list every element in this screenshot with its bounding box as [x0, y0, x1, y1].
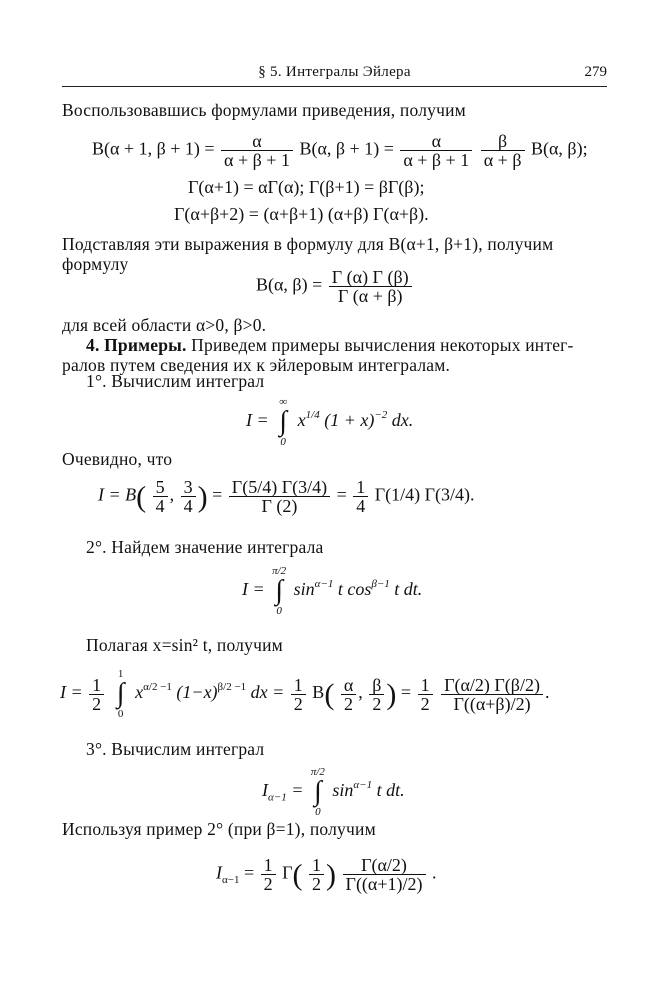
- paragraph-obviously: Очевидно, что: [62, 449, 173, 469]
- example-1-title: 1°. Вычислим интеграл: [86, 371, 265, 391]
- paragraph-substitute-line1: Подставляя эти выражения в формулу для B(α+1, β+1), получим: [62, 234, 554, 254]
- page-number: 279: [584, 64, 607, 80]
- integral-sign: ∞ ∫ 0: [279, 396, 288, 448]
- eq1-mid: B(α, β + 1) =: [299, 138, 394, 159]
- section-title: § 5. Интегралы Эйлера: [258, 64, 411, 80]
- equation-gamma-sum: Γ(α+β+2) = (α+β+1) (α+β) Γ(α+β).: [174, 204, 429, 224]
- header-rule: [62, 86, 607, 87]
- equation-example-2-result: I = $\frac{1}{2}$ 1 ∫ 0 $x^{\alpha/2 -1}$ $(1-x)^{\beta/2 -1}$ dx = $\frac{1}{2}$ B( $\frac{\alpha}{2}$ , $\frac{\beta}{2}$ ) = $\frac{1}{2}$ $\frac{\Gamma(\alpha/2) \Gamma(\beta/2)}{\Gamma((\alpha+\beta)/2)}$ .: [60, 668, 550, 720]
- paragraph-examples-line2: ралов путем сведения их к эйлеровым интегралам.: [62, 355, 451, 375]
- paragraph-examples-line1: 4. Примеры. Приведем примеры вычисления некоторых интег-: [86, 335, 574, 355]
- examples-heading: 4. Примеры.: [86, 335, 187, 355]
- equation-beta-gamma: [256, 268, 414, 305]
- eq1-rhs: B(α, β);: [531, 138, 588, 159]
- eq4-lhs: B(α, β) =: [256, 274, 323, 295]
- paragraph-substitution: Полагая x=sin² t, получим: [86, 635, 283, 655]
- equation-example-1-result: I = B( $\frac{5}{4}$ , $\frac{3}{4}$ ) = $\frac{\Gamma(5/4) \Gamma(3/4)}{\Gamma (2)}$ = $\frac{1}{4}$ Γ(1/4) Γ(3/4).: [98, 477, 475, 516]
- running-header: [62, 60, 607, 88]
- equation-gamma-shift: Γ(α+1) = αΓ(α); Γ(β+1) = βΓ(β);: [188, 177, 425, 197]
- eq1-lhs: B(α + 1, β + 1) =: [92, 138, 215, 159]
- equation-beta-shift: [92, 132, 588, 169]
- equation-example-1-integral: I = ∞ ∫ 0 $x^{1/4}$ $(1 + x)^{-2}$ dx.: [246, 396, 414, 448]
- equation-example-2-integral: I = π/2 ∫ 0 $\sin^{\alpha-1} t$ $\cos^{\beta-1} t$ dt.: [242, 565, 423, 617]
- eq4-fraction: $\frac{\Gamma (\alpha) \Gamma (\beta)}{\Gamma (\alpha + \beta)}$: [329, 268, 412, 305]
- paragraph-domain: для всей области α>0, β>0.: [62, 315, 267, 335]
- equation-example-3-result: $I_{\alpha-1}$ = $\frac{1}{2}$ Γ( $\frac{1}{2}$ ) $\frac{\Gamma(\alpha/2)}{\Gamma((\alpha+1)/2)}$ .: [216, 855, 437, 894]
- eq1-fraction-2: $\frac{\alpha}{\alpha + \beta + 1}$: [400, 132, 472, 169]
- eq1-fraction-3: $\frac{\beta}{\alpha + \beta}$: [481, 132, 525, 169]
- example-2-title: 2°. Найдем значение интеграла: [86, 537, 324, 557]
- paragraph-reduction-formulas: Воспользовавшись формулами приведения, получим: [62, 100, 466, 120]
- eq1-fraction-1: $\frac{\alpha}{\alpha + \beta + 1}$: [221, 132, 293, 169]
- example-3-title: 3°. Вычислим интеграл: [86, 739, 265, 759]
- equation-example-3-integral: $I_{\alpha-1}$ = π/2 ∫ 0 $\sin^{\alpha-1} t$ dt.: [262, 766, 405, 818]
- paragraph-substitute-line2: формулу: [62, 254, 129, 274]
- paragraph-use-example: Используя пример 2° (при β=1), получим: [62, 819, 376, 839]
